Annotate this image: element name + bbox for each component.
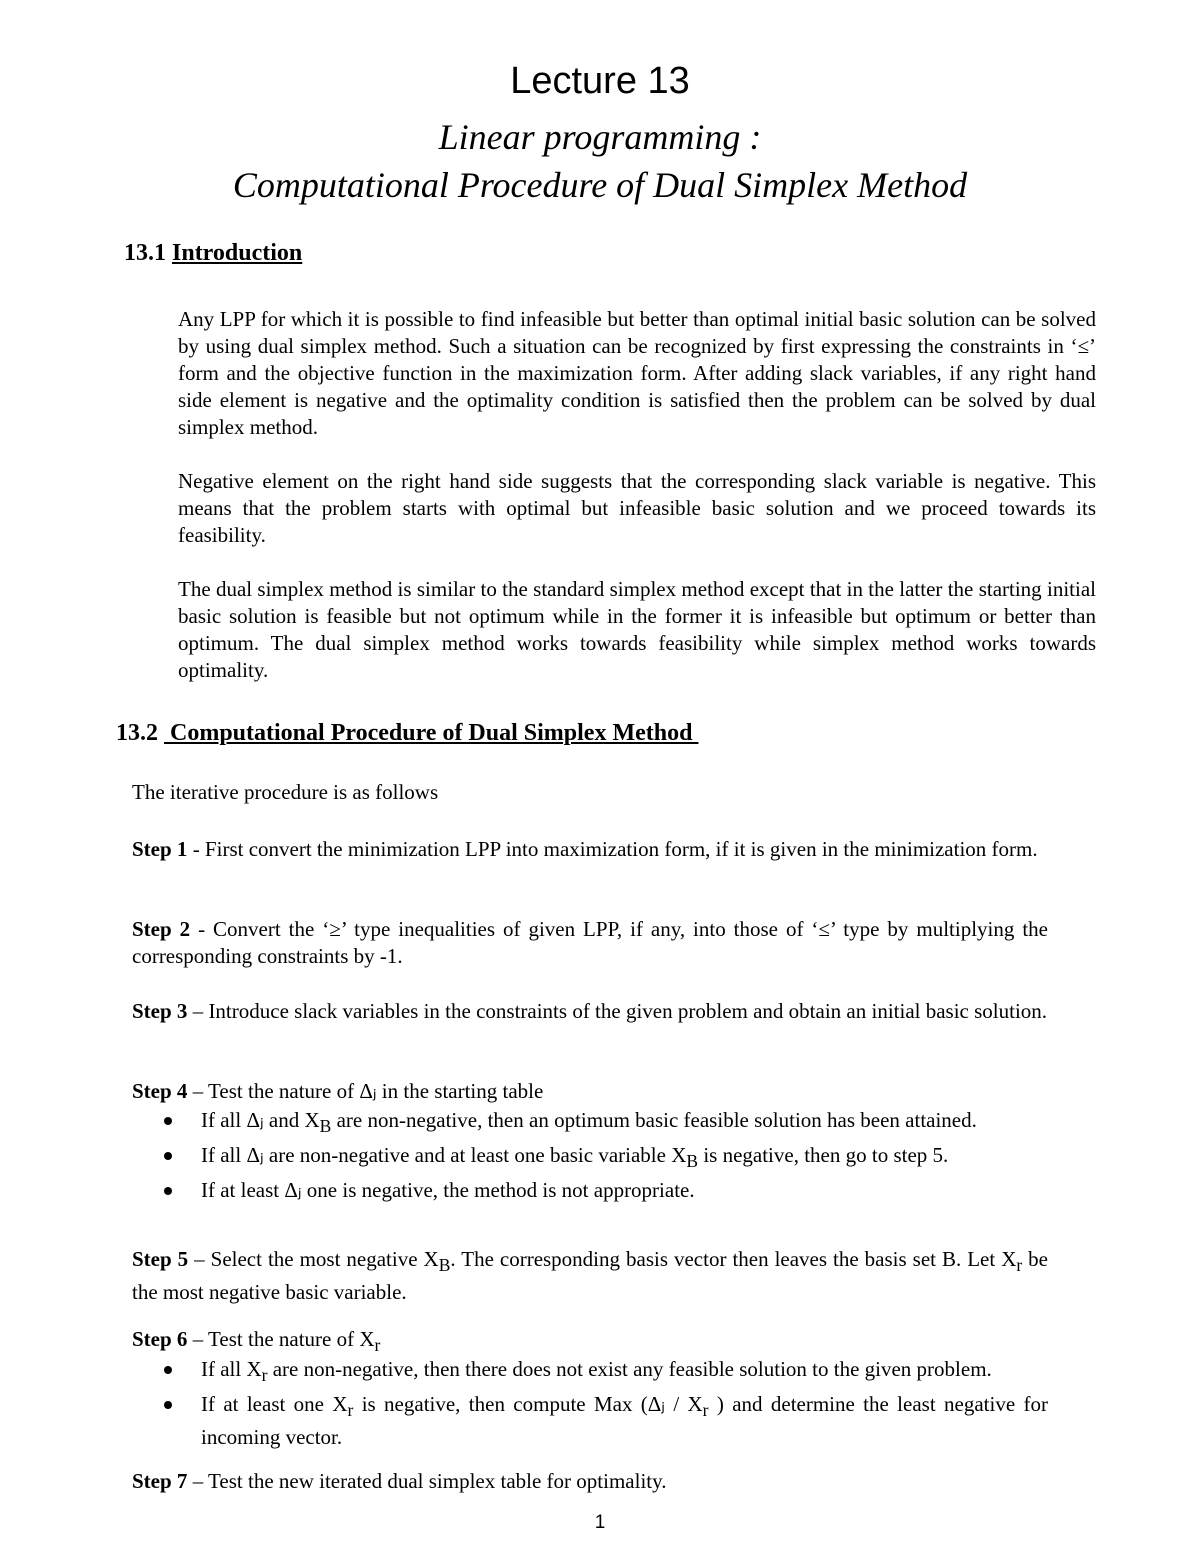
step-text: – Select the most negative $X_B$. The corresponding basis vector then leaves the basis set B. Let $X_r$ be the most negative basic variable.: [132, 1247, 1048, 1305]
step-label: Step 5: [132, 1247, 189, 1271]
step-text: – Test the nature of $X_r$: [187, 1327, 381, 1356]
section-number: 13.1: [124, 240, 172, 266]
bullet-text: If all $X_r$ are non-negative, then there does not exist any feasible solution to the given problem.: [201, 1357, 992, 1386]
step-2: [132, 916, 1048, 970]
step-text: - Convert the ‘≥’ type inequalities of given LPP, if any, into those of ‘≤’ type by multiplying the corresponding constraints by -1.: [132, 917, 1048, 968]
intro-paragraph-2: Negative element on the right hand side suggests that the corresponding slack variable is negative. This means that the problem starts with optimal but infeasible basic solution and we proceed towards its feasibility.: [178, 469, 1096, 547]
section-title: Computational Procedure of Dual Simplex Method: [164, 720, 699, 746]
bullet-icon: [164, 1366, 172, 1374]
step-3: [132, 998, 1048, 1025]
bullet-text: If all Δⱼ are non-negative and at least one basic variable $X_B$ is negative, then go to step 5.: [201, 1143, 949, 1172]
step-text: – Test the new iterated dual simplex table for optimality.: [187, 1469, 667, 1493]
step-text: – Introduce slack variables in the constraints of the given problem and obtain an initial basic solution.: [187, 999, 1048, 1023]
section-heading-introduction: [124, 240, 302, 267]
step-label: Step 6: [132, 1327, 188, 1351]
step-4: [132, 1078, 1048, 1105]
step-6-bullets: [160, 1356, 1048, 1451]
section-number: 13.2: [116, 720, 164, 746]
bullet-text: If at least one $X_r$ is negative, then compute Max (Δⱼ / $X_r$ ) and determine the least negative for incoming vector.: [201, 1392, 1048, 1450]
step-text: - First convert the minimization LPP into maximization form, if it is given in the minimization form.: [187, 837, 1038, 861]
bullet-icon: [164, 1152, 172, 1160]
lecture-title: Lecture 13: [510, 60, 690, 102]
step-text: – Test the nature of Δⱼ in the starting table: [187, 1079, 544, 1103]
subtitle-line-1: Linear programming :: [438, 117, 762, 157]
bullet-item: [160, 1391, 1048, 1451]
page-number: 1: [594, 1512, 606, 1533]
bullet-text: If at least Δⱼ one is negative, the method is not appropriate.: [201, 1178, 695, 1203]
subtitle-line-2: Computational Procedure of Dual Simplex Method: [232, 165, 968, 205]
bullet-icon: [164, 1187, 172, 1195]
intro-paragraph-3: The dual simplex method is similar to the standard simplex method except that in the latter the starting initial basic solution is feasible but not optimum while in the former it is infeasible but optimum or better than optimum. The dual simplex method works towards feasibility while simplex method works towards optimality.: [178, 577, 1096, 682]
bullet-item: [160, 1107, 1048, 1140]
bullet-text: If all Δⱼ and $X_B$ are non-negative, then an optimum basic feasible solution has been attained.: [201, 1108, 977, 1137]
section-heading-procedure: [116, 720, 698, 747]
step-label: Step 3: [132, 999, 188, 1023]
step-label: Step 7: [132, 1469, 188, 1493]
intro-paragraph-1: Any LPP for which it is possible to find infeasible but better than optimal initial basic solution can be solved by using dual simplex method. Such a situation can be recognized by first expressing the constraints in ‘≤’ form and the objective function in the maximization form. After adding slack variables, if any right hand side element is negative and the optimality condition is satisfied then the problem can be solved by dual simplex method.: [178, 307, 1096, 439]
step-label: Step 4: [132, 1079, 188, 1103]
procedure-intro: The iterative procedure is as follows: [132, 780, 439, 804]
bullet-icon: [164, 1401, 172, 1409]
bullet-icon: [164, 1117, 172, 1125]
bullet-item: [160, 1356, 1048, 1389]
step-4-bullets: [160, 1107, 1048, 1204]
step-5: [132, 1246, 1048, 1306]
step-label: Step 1: [132, 837, 188, 861]
step-6: [132, 1326, 1048, 1359]
bullet-item: [160, 1142, 1048, 1175]
step-7: [132, 1468, 1048, 1495]
step-label: Step 2: [132, 917, 191, 941]
section-title: Introduction: [172, 240, 303, 266]
bullet-item: [160, 1177, 1048, 1204]
step-1: [132, 836, 1048, 863]
